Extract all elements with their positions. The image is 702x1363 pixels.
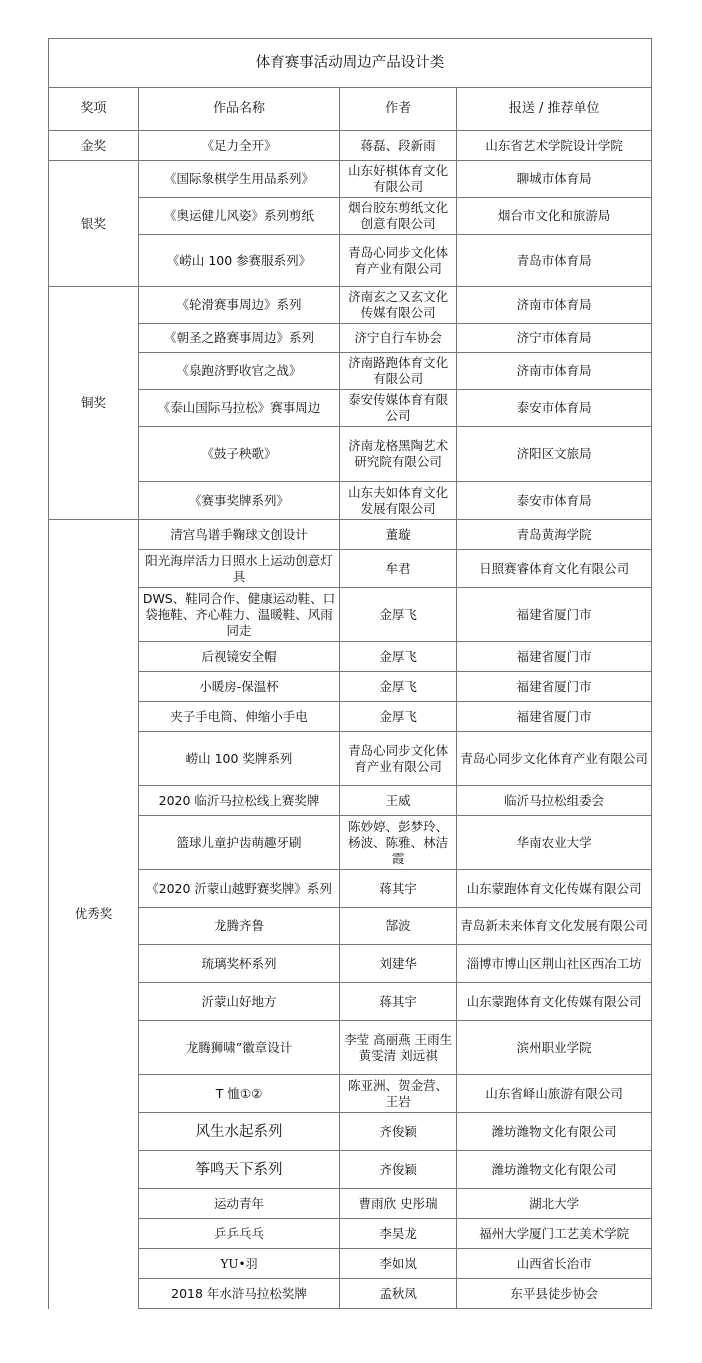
work-name-cell: 《奥运健儿风姿》系列剪纸	[139, 198, 340, 235]
author-cell: 金厚飞	[340, 672, 457, 702]
table-row	[49, 816, 652, 870]
table-row	[49, 235, 652, 287]
work-name-cell: 2018 年水浒马拉松奖牌	[139, 1279, 340, 1309]
table-body	[49, 131, 652, 1309]
work-name-cell: T 恤①②	[139, 1075, 340, 1113]
table-row	[49, 324, 652, 353]
work-name-cell: 夹子手电筒、伸缩小手电	[139, 702, 340, 732]
table-row	[49, 353, 652, 390]
unit-cell: 山东省峄山旅游有限公司	[457, 1075, 652, 1113]
work-name-cell: 篮球儿童护齿萌趣牙刷	[139, 816, 340, 870]
table-row	[49, 1075, 652, 1113]
unit-cell: 福建省厦门市	[457, 702, 652, 732]
table-row	[49, 672, 652, 702]
award-level-cell: 金奖	[49, 131, 139, 161]
work-name-cell: 清宫鸟谱手鞠球文创设计	[139, 520, 340, 550]
author-cell: 蒋其宇	[340, 870, 457, 908]
author-cell: 陈亚洲、贺金营、王岩	[340, 1075, 457, 1113]
work-name-cell: 龙腾齐鲁	[139, 908, 340, 945]
table-row	[49, 702, 652, 732]
unit-cell: 山西省长治市	[457, 1249, 652, 1279]
author-cell: 孟秋凤	[340, 1279, 457, 1309]
unit-cell: 聊城市体育局	[457, 161, 652, 198]
author-cell: 蒋磊、段新雨	[340, 131, 457, 161]
work-name-cell: 《朝圣之路赛事周边》系列	[139, 324, 340, 353]
unit-cell: 淄博市博山区荆山社区西冶工坊	[457, 945, 652, 983]
work-name-cell: 《泉跑济野收官之战》	[139, 353, 340, 390]
work-name-cell: 运动青年	[139, 1189, 340, 1219]
unit-cell: 济宁市体育局	[457, 324, 652, 353]
work-name-cell: YU•羽	[139, 1249, 340, 1279]
work-name-cell: 《足力全开》	[139, 131, 340, 161]
unit-cell: 湖北大学	[457, 1189, 652, 1219]
work-name-cell: 崂山 100 奖牌系列	[139, 732, 340, 786]
table-row	[49, 786, 652, 816]
author-cell: 齐俊颖	[340, 1113, 457, 1151]
table-row	[49, 945, 652, 983]
award-level-cell: 优秀奖	[49, 520, 139, 1309]
work-name-cell: 《泰山国际马拉松》赛事周边	[139, 390, 340, 427]
author-cell: 曹雨欣 史彤瑞	[340, 1189, 457, 1219]
unit-cell: 烟台市文化和旅游局	[457, 198, 652, 235]
author-cell: 蒋其宇	[340, 983, 457, 1021]
table-row	[49, 161, 652, 198]
author-cell: 青岛心同步文化体育产业有限公司	[340, 235, 457, 287]
work-name-cell: 《2020 沂蒙山越野赛奖牌》系列	[139, 870, 340, 908]
header-work-name: 作品名称	[139, 88, 340, 131]
work-name-cell: 《轮滑赛事周边》系列	[139, 287, 340, 324]
header-author: 作者	[340, 88, 457, 131]
unit-cell: 福建省厦门市	[457, 672, 652, 702]
table-row	[49, 983, 652, 1021]
table-row	[49, 870, 652, 908]
author-cell: 金厚飞	[340, 702, 457, 732]
author-cell: 济南玄之又玄文化传媒有限公司	[340, 287, 457, 324]
table-row	[49, 550, 652, 588]
work-name-cell: 风生水起系列	[139, 1113, 340, 1151]
table-title: 体育赛事活动周边产品设计类	[49, 39, 652, 88]
table-row	[49, 482, 652, 520]
table-row	[49, 427, 652, 482]
author-cell: 金厚飞	[340, 588, 457, 642]
work-name-cell: 筝鸣天下系列	[139, 1151, 340, 1189]
award-level-cell: 银奖	[49, 161, 139, 287]
table-row	[49, 1113, 652, 1151]
table-row	[49, 390, 652, 427]
author-cell: 陈妙婷、彭梦玲、杨波、陈雅、林洁霞	[340, 816, 457, 870]
unit-cell: 福州大学厦门工艺美术学院	[457, 1219, 652, 1249]
author-cell: 青岛心同步文化体育产业有限公司	[340, 732, 457, 786]
unit-cell: 青岛心同步文化体育产业有限公司	[457, 732, 652, 786]
unit-cell: 山东省艺术学院设计学院	[457, 131, 652, 161]
table-row	[49, 1279, 652, 1309]
author-cell: 李昊龙	[340, 1219, 457, 1249]
work-name-cell: 小暖房-保温杯	[139, 672, 340, 702]
table-row	[49, 287, 652, 324]
unit-cell: 济阳区文旅局	[457, 427, 652, 482]
author-cell: 董璇	[340, 520, 457, 550]
work-name-cell: 阳光海岸活力日照水上运动创意灯具	[139, 550, 340, 588]
unit-cell: 济南市体育局	[457, 353, 652, 390]
unit-cell: 泰安市体育局	[457, 482, 652, 520]
work-name-cell: 2020 临沂马拉松线上赛奖牌	[139, 786, 340, 816]
unit-cell: 泰安市体育局	[457, 390, 652, 427]
unit-cell: 青岛新未来体育文化发展有限公司	[457, 908, 652, 945]
author-cell: 郜波	[340, 908, 457, 945]
author-cell: 刘建华	[340, 945, 457, 983]
table-row	[49, 1021, 652, 1075]
table-row	[49, 131, 652, 161]
unit-cell: 山东蒙跑体育文化传媒有限公司	[457, 983, 652, 1021]
work-name-cell: DWS、鞋同合作、健康运动鞋、口袋拖鞋、齐心鞋力、温暖鞋、风雨同走	[139, 588, 340, 642]
author-cell: 泰安传媒体育有限公司	[340, 390, 457, 427]
author-cell: 济宁自行车协会	[340, 324, 457, 353]
work-name-cell: 龙腾狮啸”徽章设计	[139, 1021, 340, 1075]
unit-cell: 济南市体育局	[457, 287, 652, 324]
table-row	[49, 1151, 652, 1189]
table-row	[49, 908, 652, 945]
table-row	[49, 642, 652, 672]
author-cell: 齐俊颖	[340, 1151, 457, 1189]
work-name-cell: 《崂山 100 参赛服系列》	[139, 235, 340, 287]
unit-cell: 临沂马拉松组委会	[457, 786, 652, 816]
unit-cell: 福建省厦门市	[457, 642, 652, 672]
work-name-cell: 《赛事奖牌系列》	[139, 482, 340, 520]
header-award: 奖项	[49, 88, 139, 131]
author-cell: 牟君	[340, 550, 457, 588]
author-cell: 山东好棋体育文化有限公司	[340, 161, 457, 198]
author-cell: 济南龙格黑陶艺术研究院有限公司	[340, 427, 457, 482]
table-row	[49, 1219, 652, 1249]
table-row	[49, 732, 652, 786]
header-row	[49, 88, 652, 131]
table-row	[49, 588, 652, 642]
work-name-cell: 《国际象棋学生用品系列》	[139, 161, 340, 198]
unit-cell: 青岛市体育局	[457, 235, 652, 287]
table-row	[49, 520, 652, 550]
work-name-cell: 《鼓子秧歌》	[139, 427, 340, 482]
table-title-row	[49, 39, 652, 88]
unit-cell: 山东蒙跑体育文化传媒有限公司	[457, 870, 652, 908]
work-name-cell: 乒乒乓乓	[139, 1219, 340, 1249]
unit-cell: 日照赛睿体育文化有限公司	[457, 550, 652, 588]
work-name-cell: 后视镜安全帽	[139, 642, 340, 672]
award-table	[48, 38, 652, 1309]
unit-cell: 福建省厦门市	[457, 588, 652, 642]
author-cell: 王威	[340, 786, 457, 816]
unit-cell: 华南农业大学	[457, 816, 652, 870]
unit-cell: 潍坊潍物文化有限公司	[457, 1113, 652, 1151]
table-row	[49, 198, 652, 235]
work-name-cell: 琉璃奖杯系列	[139, 945, 340, 983]
header-unit: 报送 / 推荐单位	[457, 88, 652, 131]
work-name-cell: 沂蒙山好地方	[139, 983, 340, 1021]
author-cell: 烟台胶东剪纸文化创意有限公司	[340, 198, 457, 235]
unit-cell: 潍坊潍物文化有限公司	[457, 1151, 652, 1189]
table-row	[49, 1249, 652, 1279]
unit-cell: 青岛黄海学院	[457, 520, 652, 550]
author-cell: 李如岚	[340, 1249, 457, 1279]
author-cell: 山东夫如体育文化发展有限公司	[340, 482, 457, 520]
author-cell: 济南路跑体育文化有限公司	[340, 353, 457, 390]
unit-cell: 东平县徒步协会	[457, 1279, 652, 1309]
author-cell: 金厚飞	[340, 642, 457, 672]
award-level-cell: 铜奖	[49, 287, 139, 520]
table-row	[49, 1189, 652, 1219]
unit-cell: 滨州职业学院	[457, 1021, 652, 1075]
author-cell: 李莹 高丽燕 王雨生 黄雯清 刘远祺	[340, 1021, 457, 1075]
